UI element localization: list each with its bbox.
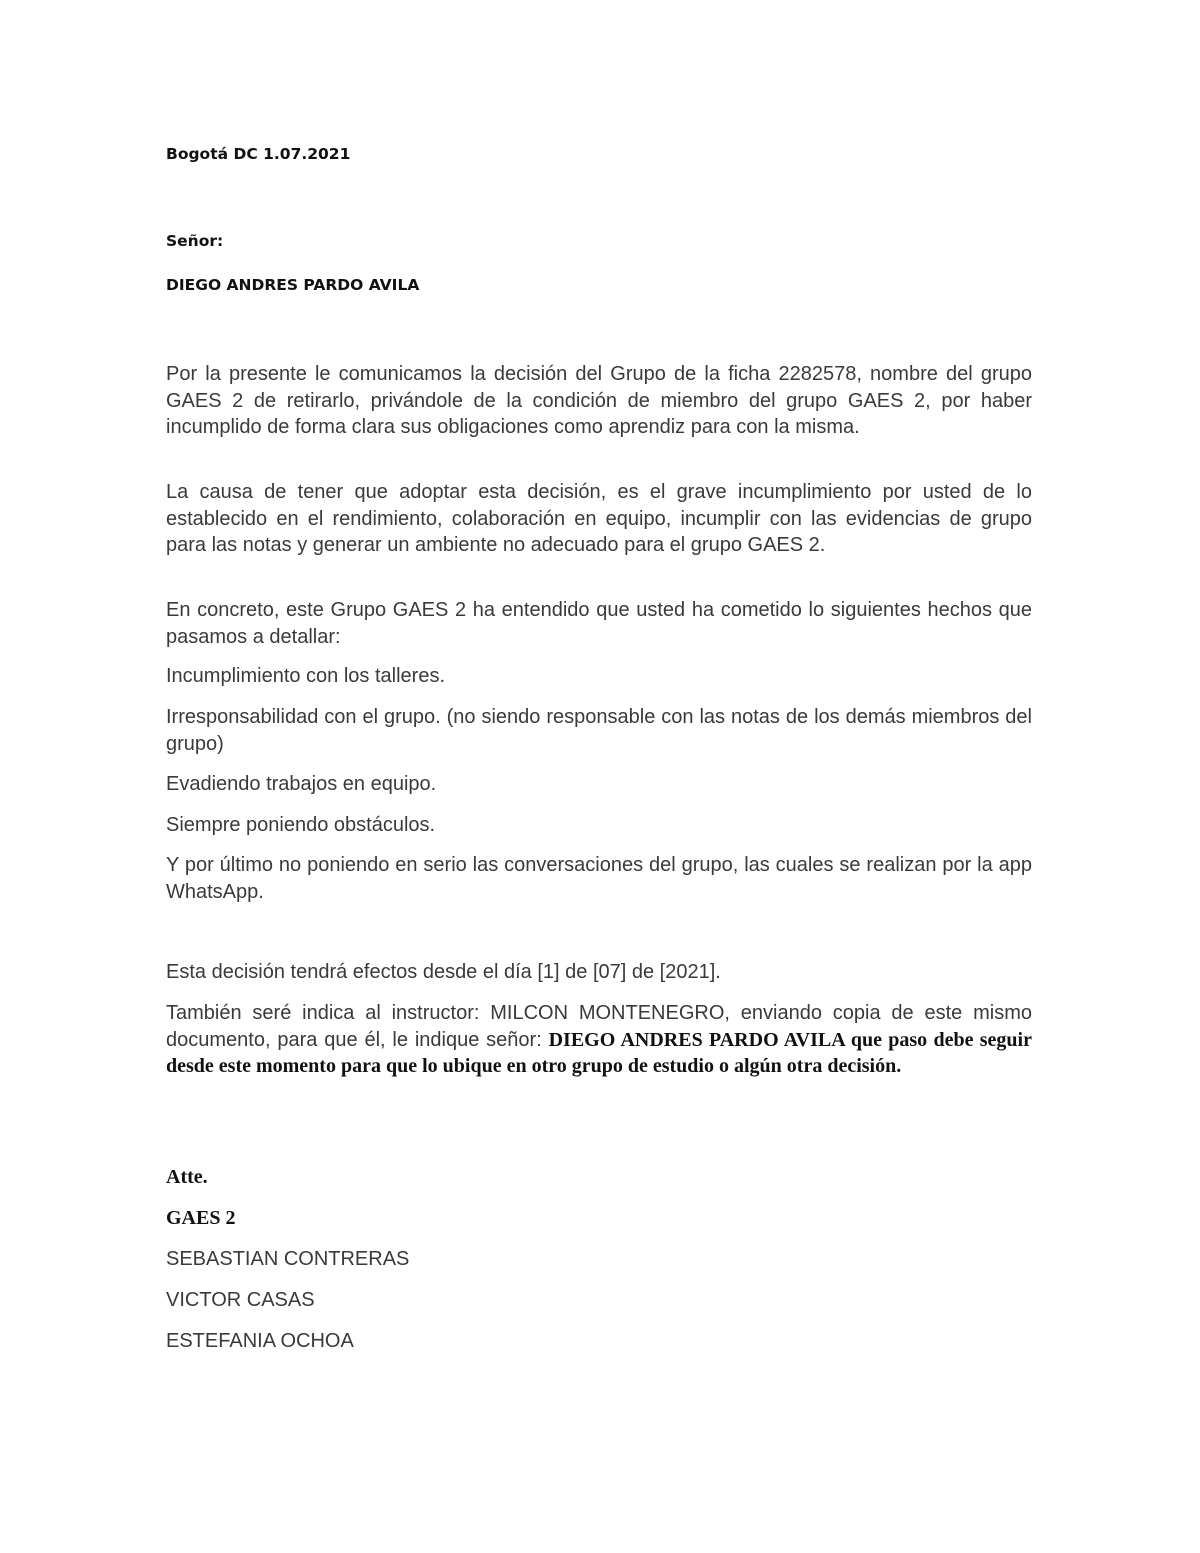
paragraph-facts-intro: En concreto, este Grupo GAES 2 ha entendido que usted ha cometido lo siguientes hechos que pasamos a detallar:	[166, 599, 1032, 648]
letter-date: Bogotá DC 1.07.2021	[166, 145, 351, 163]
signatory: ESTEFANIA OCHOA	[166, 1330, 354, 1352]
paragraph-instructor	[166, 1000, 1032, 1080]
paragraph-decision: Por la presente le comunicamos la decisión del Grupo de la ficha 2282578, nombre del grupo GAES 2 de retirarlo, privándole de la condición de miembro del grupo GAES 2, por haber incumplido de forma clara sus obligaciones como aprendiz para con la misma.	[166, 363, 1032, 438]
fact-item: Y por último no poniendo en serio las conversaciones del grupo, las cuales se realizan por la app WhatsApp.	[166, 854, 1032, 903]
paragraph-cause: La causa de tener que adoptar esta decisión, es el grave incumplimiento por usted de lo establecido en el rendimiento, colaboración en equipo, incumplir con las evidencias de grupo para las notas y generar un ambiente no adecuado para el grupo GAES 2.	[166, 481, 1032, 556]
instructor-text: También seré indica al instructor: MILCON MONTENEGRO, enviando copia de este mismo documento, para que él, le indique señor:	[166, 1002, 1032, 1051]
signatory: SEBASTIAN CONTRERAS	[166, 1248, 410, 1270]
signatory: VICTOR CASAS	[166, 1289, 315, 1311]
fact-item: Irresponsabilidad con el grupo. (no siendo responsable con las notas de los demás miembros del grupo)	[166, 706, 1032, 755]
paragraph-effective-date: Esta decisión tendrá efectos desde el día [1] de [07] de [2021].	[166, 961, 721, 983]
group-name: GAES 2	[166, 1207, 236, 1229]
letter-recipient: DIEGO ANDRES PARDO AVILA	[166, 276, 420, 294]
letter-closing: Atte.	[166, 1166, 208, 1188]
instructor-text-serif: DIEGO ANDRES PARDO AVILA que paso debe seguir desde este momento para que lo ubique en otro grupo de estudio o algún otra decisión.	[166, 1028, 1032, 1077]
letter-salutation: Señor:	[166, 232, 224, 250]
fact-item: Siempre poniendo obstáculos.	[166, 814, 436, 836]
fact-item: Incumplimiento con los talleres.	[166, 665, 446, 687]
fact-item: Evadiendo trabajos en equipo.	[166, 773, 437, 795]
